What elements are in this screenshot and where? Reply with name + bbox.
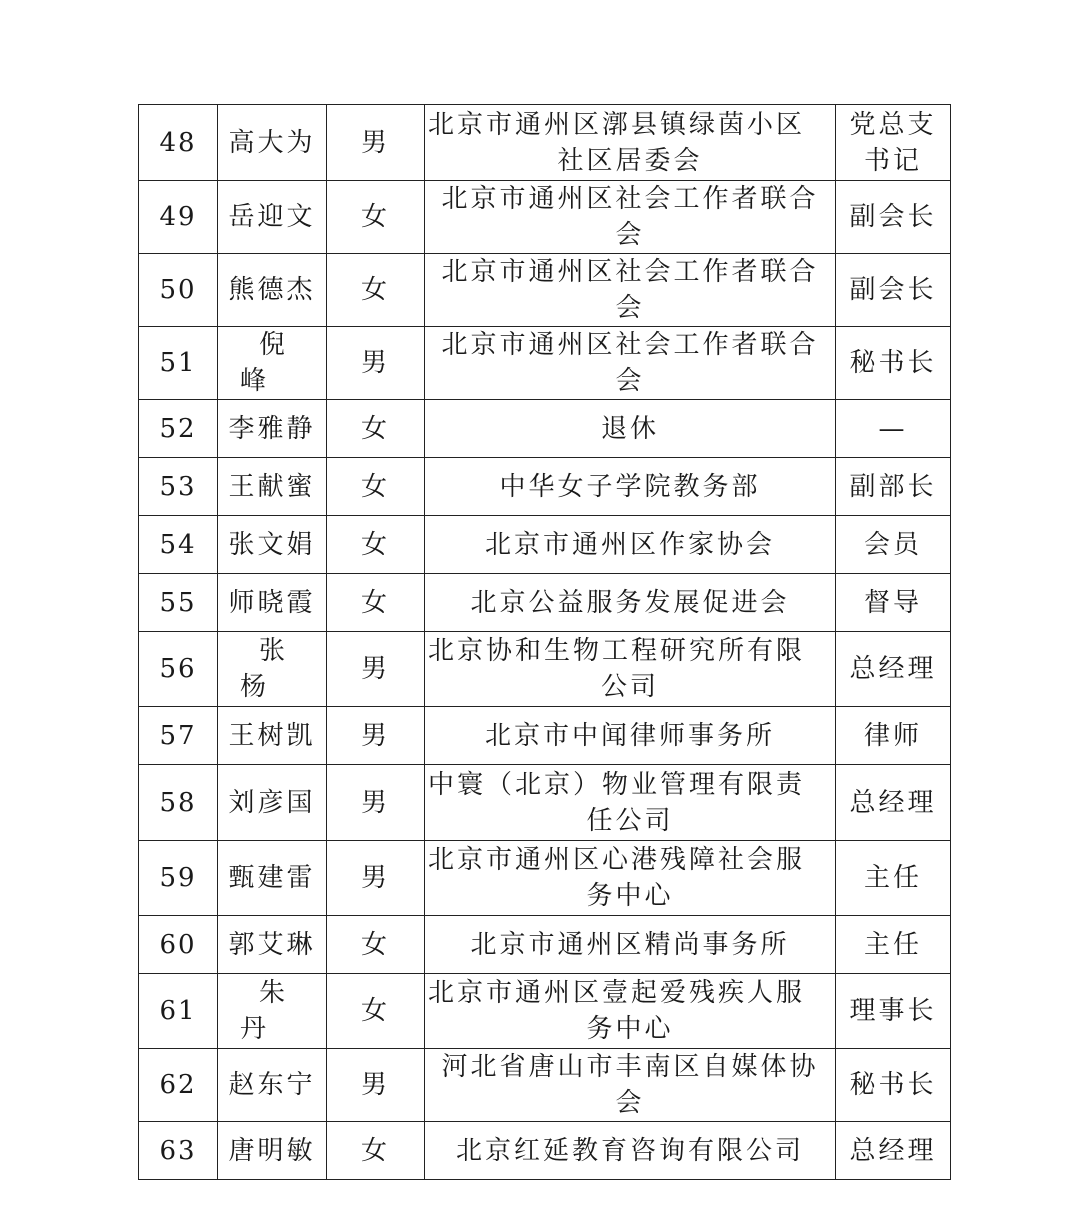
- table-row: [139, 254, 951, 327]
- member-title: 秘书长: [836, 327, 951, 400]
- row-number: 53: [139, 458, 218, 516]
- member-name: 张 杨: [218, 632, 327, 707]
- table-row: [139, 1049, 951, 1122]
- member-organization: 北京协和生物工程研究所有限公司: [425, 632, 836, 707]
- member-title: 总经理: [836, 632, 951, 707]
- row-number: 59: [139, 841, 218, 916]
- member-organization: 北京市通州区心港残障社会服务中心: [425, 841, 836, 916]
- member-gender: 女: [327, 916, 425, 974]
- table-row: [139, 841, 951, 916]
- member-organization: 北京红延教育咨询有限公司: [425, 1122, 836, 1180]
- table-row: [139, 327, 951, 400]
- member-title: 副会长: [836, 254, 951, 327]
- member-name: 王献蜜: [218, 458, 327, 516]
- row-number: 62: [139, 1049, 218, 1122]
- row-number: 55: [139, 574, 218, 632]
- table-row: [139, 1122, 951, 1180]
- member-name: 李雅静: [218, 400, 327, 458]
- member-gender: 女: [327, 1122, 425, 1180]
- table-row: [139, 400, 951, 458]
- member-name: 王树凯: [218, 707, 327, 765]
- member-gender: 男: [327, 707, 425, 765]
- member-table: [138, 104, 951, 1180]
- row-number: 63: [139, 1122, 218, 1180]
- member-organization: 北京公益服务发展促进会: [425, 574, 836, 632]
- table-row: [139, 181, 951, 254]
- member-title: 总经理: [836, 1122, 951, 1180]
- member-gender: 女: [327, 458, 425, 516]
- table-row: [139, 458, 951, 516]
- member-name: 甄建雷: [218, 841, 327, 916]
- member-gender: 女: [327, 574, 425, 632]
- row-number: 52: [139, 400, 218, 458]
- row-number: 50: [139, 254, 218, 327]
- row-number: 54: [139, 516, 218, 574]
- member-organization: 北京市中闻律师事务所: [425, 707, 836, 765]
- member-name: 高大为: [218, 105, 327, 181]
- member-organization: 河北省唐山市丰南区自媒体协会: [425, 1049, 836, 1122]
- row-number: 57: [139, 707, 218, 765]
- member-organization: 北京市通州区作家协会: [425, 516, 836, 574]
- member-gender: 男: [327, 105, 425, 181]
- member-gender: 男: [327, 632, 425, 707]
- table-row: [139, 765, 951, 841]
- member-gender: 男: [327, 841, 425, 916]
- member-title: 督导: [836, 574, 951, 632]
- member-organization: 退休: [425, 400, 836, 458]
- member-name: 师晓霞: [218, 574, 327, 632]
- table-row: [139, 707, 951, 765]
- member-title: 秘书长: [836, 1049, 951, 1122]
- member-organization: 北京市通州区社会工作者联合会: [425, 181, 836, 254]
- member-name: 岳迎文: [218, 181, 327, 254]
- member-organization: 北京市通州区社会工作者联合会: [425, 327, 836, 400]
- member-title: 副部长: [836, 458, 951, 516]
- row-number: 61: [139, 974, 218, 1049]
- member-gender: 女: [327, 974, 425, 1049]
- member-name: 张文娟: [218, 516, 327, 574]
- member-gender: 女: [327, 254, 425, 327]
- row-number: 60: [139, 916, 218, 974]
- member-gender: 女: [327, 181, 425, 254]
- table-row: [139, 574, 951, 632]
- table-row: [139, 974, 951, 1049]
- member-gender: 男: [327, 765, 425, 841]
- table-row: [139, 516, 951, 574]
- row-number: 56: [139, 632, 218, 707]
- member-title: 会员: [836, 516, 951, 574]
- table-row: [139, 105, 951, 181]
- member-name: 朱 丹: [218, 974, 327, 1049]
- member-title: 律师: [836, 707, 951, 765]
- member-gender: 女: [327, 516, 425, 574]
- member-title: —: [836, 400, 951, 458]
- member-name: 赵东宁: [218, 1049, 327, 1122]
- member-title: 副会长: [836, 181, 951, 254]
- row-number: 58: [139, 765, 218, 841]
- row-number: 49: [139, 181, 218, 254]
- member-organization: 北京市通州区壹起爱残疾人服务中心: [425, 974, 836, 1049]
- member-organization: 中华女子学院教务部: [425, 458, 836, 516]
- member-name: 唐明敏: [218, 1122, 327, 1180]
- member-name: 倪 峰: [218, 327, 327, 400]
- member-title: 主任: [836, 841, 951, 916]
- member-organization: 北京市通州区社会工作者联合会: [425, 254, 836, 327]
- table-row: [139, 916, 951, 974]
- table-row: [139, 632, 951, 707]
- member-organization: 北京市通州区精尚事务所: [425, 916, 836, 974]
- member-name: 郭艾琳: [218, 916, 327, 974]
- member-name: 刘彦国: [218, 765, 327, 841]
- member-title: 党总支书记: [836, 105, 951, 181]
- member-gender: 男: [327, 1049, 425, 1122]
- member-table-body: [139, 105, 951, 1180]
- member-title: 总经理: [836, 765, 951, 841]
- member-title: 理事长: [836, 974, 951, 1049]
- member-gender: 男: [327, 327, 425, 400]
- row-number: 51: [139, 327, 218, 400]
- member-gender: 女: [327, 400, 425, 458]
- row-number: 48: [139, 105, 218, 181]
- member-title: 主任: [836, 916, 951, 974]
- member-name: 熊德杰: [218, 254, 327, 327]
- member-organization: 北京市通州区漷县镇绿茵小区社区居委会: [425, 105, 836, 181]
- member-organization: 中寰（北京）物业管理有限责任公司: [425, 765, 836, 841]
